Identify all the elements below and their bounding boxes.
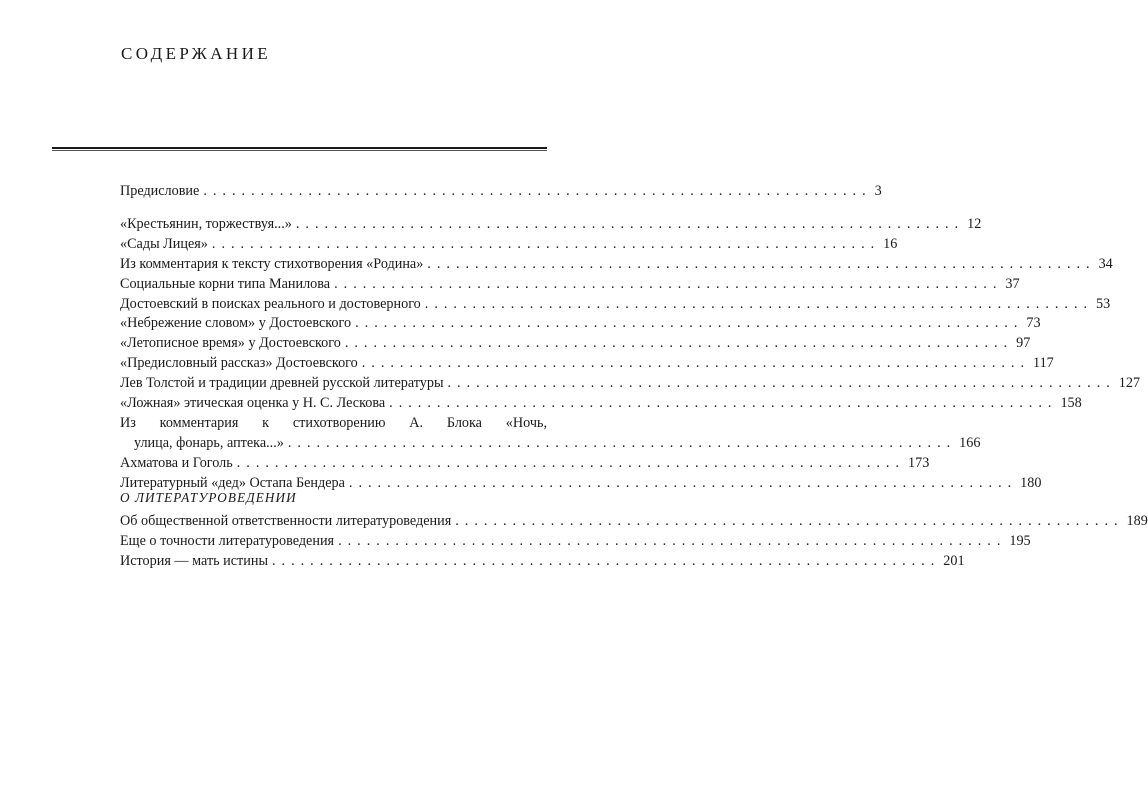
toc-entry-page: 3: [874, 183, 882, 199]
dot-leader: ......................................................................: [427, 255, 1096, 272]
dot-leader: ......................................................................: [355, 315, 1024, 332]
toc-entry-title: «Крестьянин, торжествуя...»: [120, 216, 292, 232]
toc-entry-page: 158: [1060, 395, 1082, 412]
toc-entry-title-line1: Из комментария к стихотворению А. Блока «Ночь,: [120, 414, 547, 431]
toc-entry[interactable]: [120, 255, 1113, 275]
toc-entry-title: Ахматова и Гоголь: [120, 454, 233, 471]
toc-entry-title: Об общественной ответственности литературоведения: [120, 513, 452, 529]
toc-entry-page: 189: [1126, 513, 1148, 529]
toc-entry-title: История — мать истины: [120, 552, 268, 569]
dot-leader: ......................................................................: [271, 552, 941, 569]
dot-leader: ......................................................................: [211, 235, 881, 252]
dot-leader: ......................................................................: [361, 355, 1031, 372]
toc-entry-blok[interactable]: [120, 414, 981, 454]
toc-entry-title: «Летописное время» у Достоевского: [120, 335, 341, 352]
toc-preface: [120, 182, 882, 202]
toc-entry[interactable]: [120, 314, 1041, 334]
dot-leader: ......................................................................: [447, 375, 1116, 392]
toc-entry-title: Социальные корни типа Манилова: [120, 275, 331, 292]
toc-entry[interactable]: [120, 235, 898, 255]
section-heading-literary-studies: О ЛИТЕРАТУРОВЕДЕНИИ: [120, 490, 297, 505]
toc-entry-page: 16: [883, 235, 898, 252]
toc-entry-page: 166: [959, 434, 981, 451]
toc-entry-page: 127: [1118, 375, 1141, 392]
toc-entry-title: «Небрежение словом» у Достоевского: [120, 315, 352, 332]
toc-entry-page: 53: [1096, 295, 1111, 312]
toc-entry-page: 34: [1098, 255, 1113, 272]
toc-entry-title: Еще о точности литературоведения: [120, 532, 335, 549]
toc-entry[interactable]: [120, 354, 1054, 374]
toc-entry-page: 117: [1033, 355, 1054, 372]
toc-entry-title: Достоевский в поисках реального и достоверного: [120, 295, 421, 312]
toc-entry-title: Лев Толстой и традиции древней русской литературы: [120, 375, 444, 392]
toc-entry-page: 195: [1009, 532, 1031, 549]
toc-entry-page: 180: [1020, 474, 1042, 491]
dot-leader: ......................................................................: [334, 275, 1003, 292]
toc-entry[interactable]: [120, 454, 930, 474]
toc-entry-title: «Сады Лицея»: [120, 235, 208, 252]
toc-entry-page: 173: [908, 454, 930, 471]
dot-leader: ......................................................................: [203, 183, 872, 199]
dot-leader: ......................................................................: [287, 434, 957, 451]
toc-entry-page: 73: [1026, 315, 1041, 332]
dot-leader: ......................................................................: [389, 395, 1058, 412]
dot-leader: ......................................................................: [455, 513, 1124, 529]
toc-entry[interactable]: [120, 215, 982, 235]
toc-entry[interactable]: [120, 512, 1148, 532]
toc-entry-title: Предисловие: [120, 183, 200, 199]
toc-entry-page: 97: [1016, 335, 1031, 352]
toc-entry-preface[interactable]: [120, 182, 882, 202]
dot-leader: ......................................................................: [236, 454, 906, 471]
toc-entry[interactable]: [120, 394, 1082, 414]
dot-leader: ......................................................................: [348, 474, 1018, 491]
toc-entry[interactable]: [120, 295, 1111, 315]
page-title: СОДЕРЖАНИЕ: [121, 44, 272, 63]
dot-leader: ......................................................................: [424, 295, 1094, 312]
toc-entry-title: Из комментария к тексту стихотворения «Родина»: [120, 255, 424, 272]
toc-entry-page: 12: [967, 216, 982, 232]
title-divider: [52, 147, 547, 149]
toc-entry-title-line2: улица, фонарь, аптека...»: [134, 434, 284, 451]
toc-entry[interactable]: [120, 275, 1020, 295]
toc-entry[interactable]: [120, 374, 1141, 394]
toc-main: [120, 215, 1141, 494]
toc-entry[interactable]: [120, 532, 1031, 552]
toc-entry-page: 201: [943, 552, 965, 569]
toc-entry[interactable]: [120, 334, 1031, 354]
toc-entry-page: 37: [1005, 275, 1020, 292]
toc-literary-studies: [120, 512, 1148, 572]
toc-entry-title: «Ложная» этическая оценка у Н. С. Лескова: [120, 395, 386, 412]
toc-entry[interactable]: [120, 552, 965, 572]
toc-entry-title: «Предисловный рассказ» Достоевского: [120, 355, 358, 372]
dot-leader: ......................................................................: [295, 216, 965, 232]
toc-entry-title: Литературный «дед» Остапа Бендера: [120, 474, 345, 491]
dot-leader: ......................................................................: [344, 335, 1014, 352]
dot-leader: ......................................................................: [338, 532, 1007, 549]
